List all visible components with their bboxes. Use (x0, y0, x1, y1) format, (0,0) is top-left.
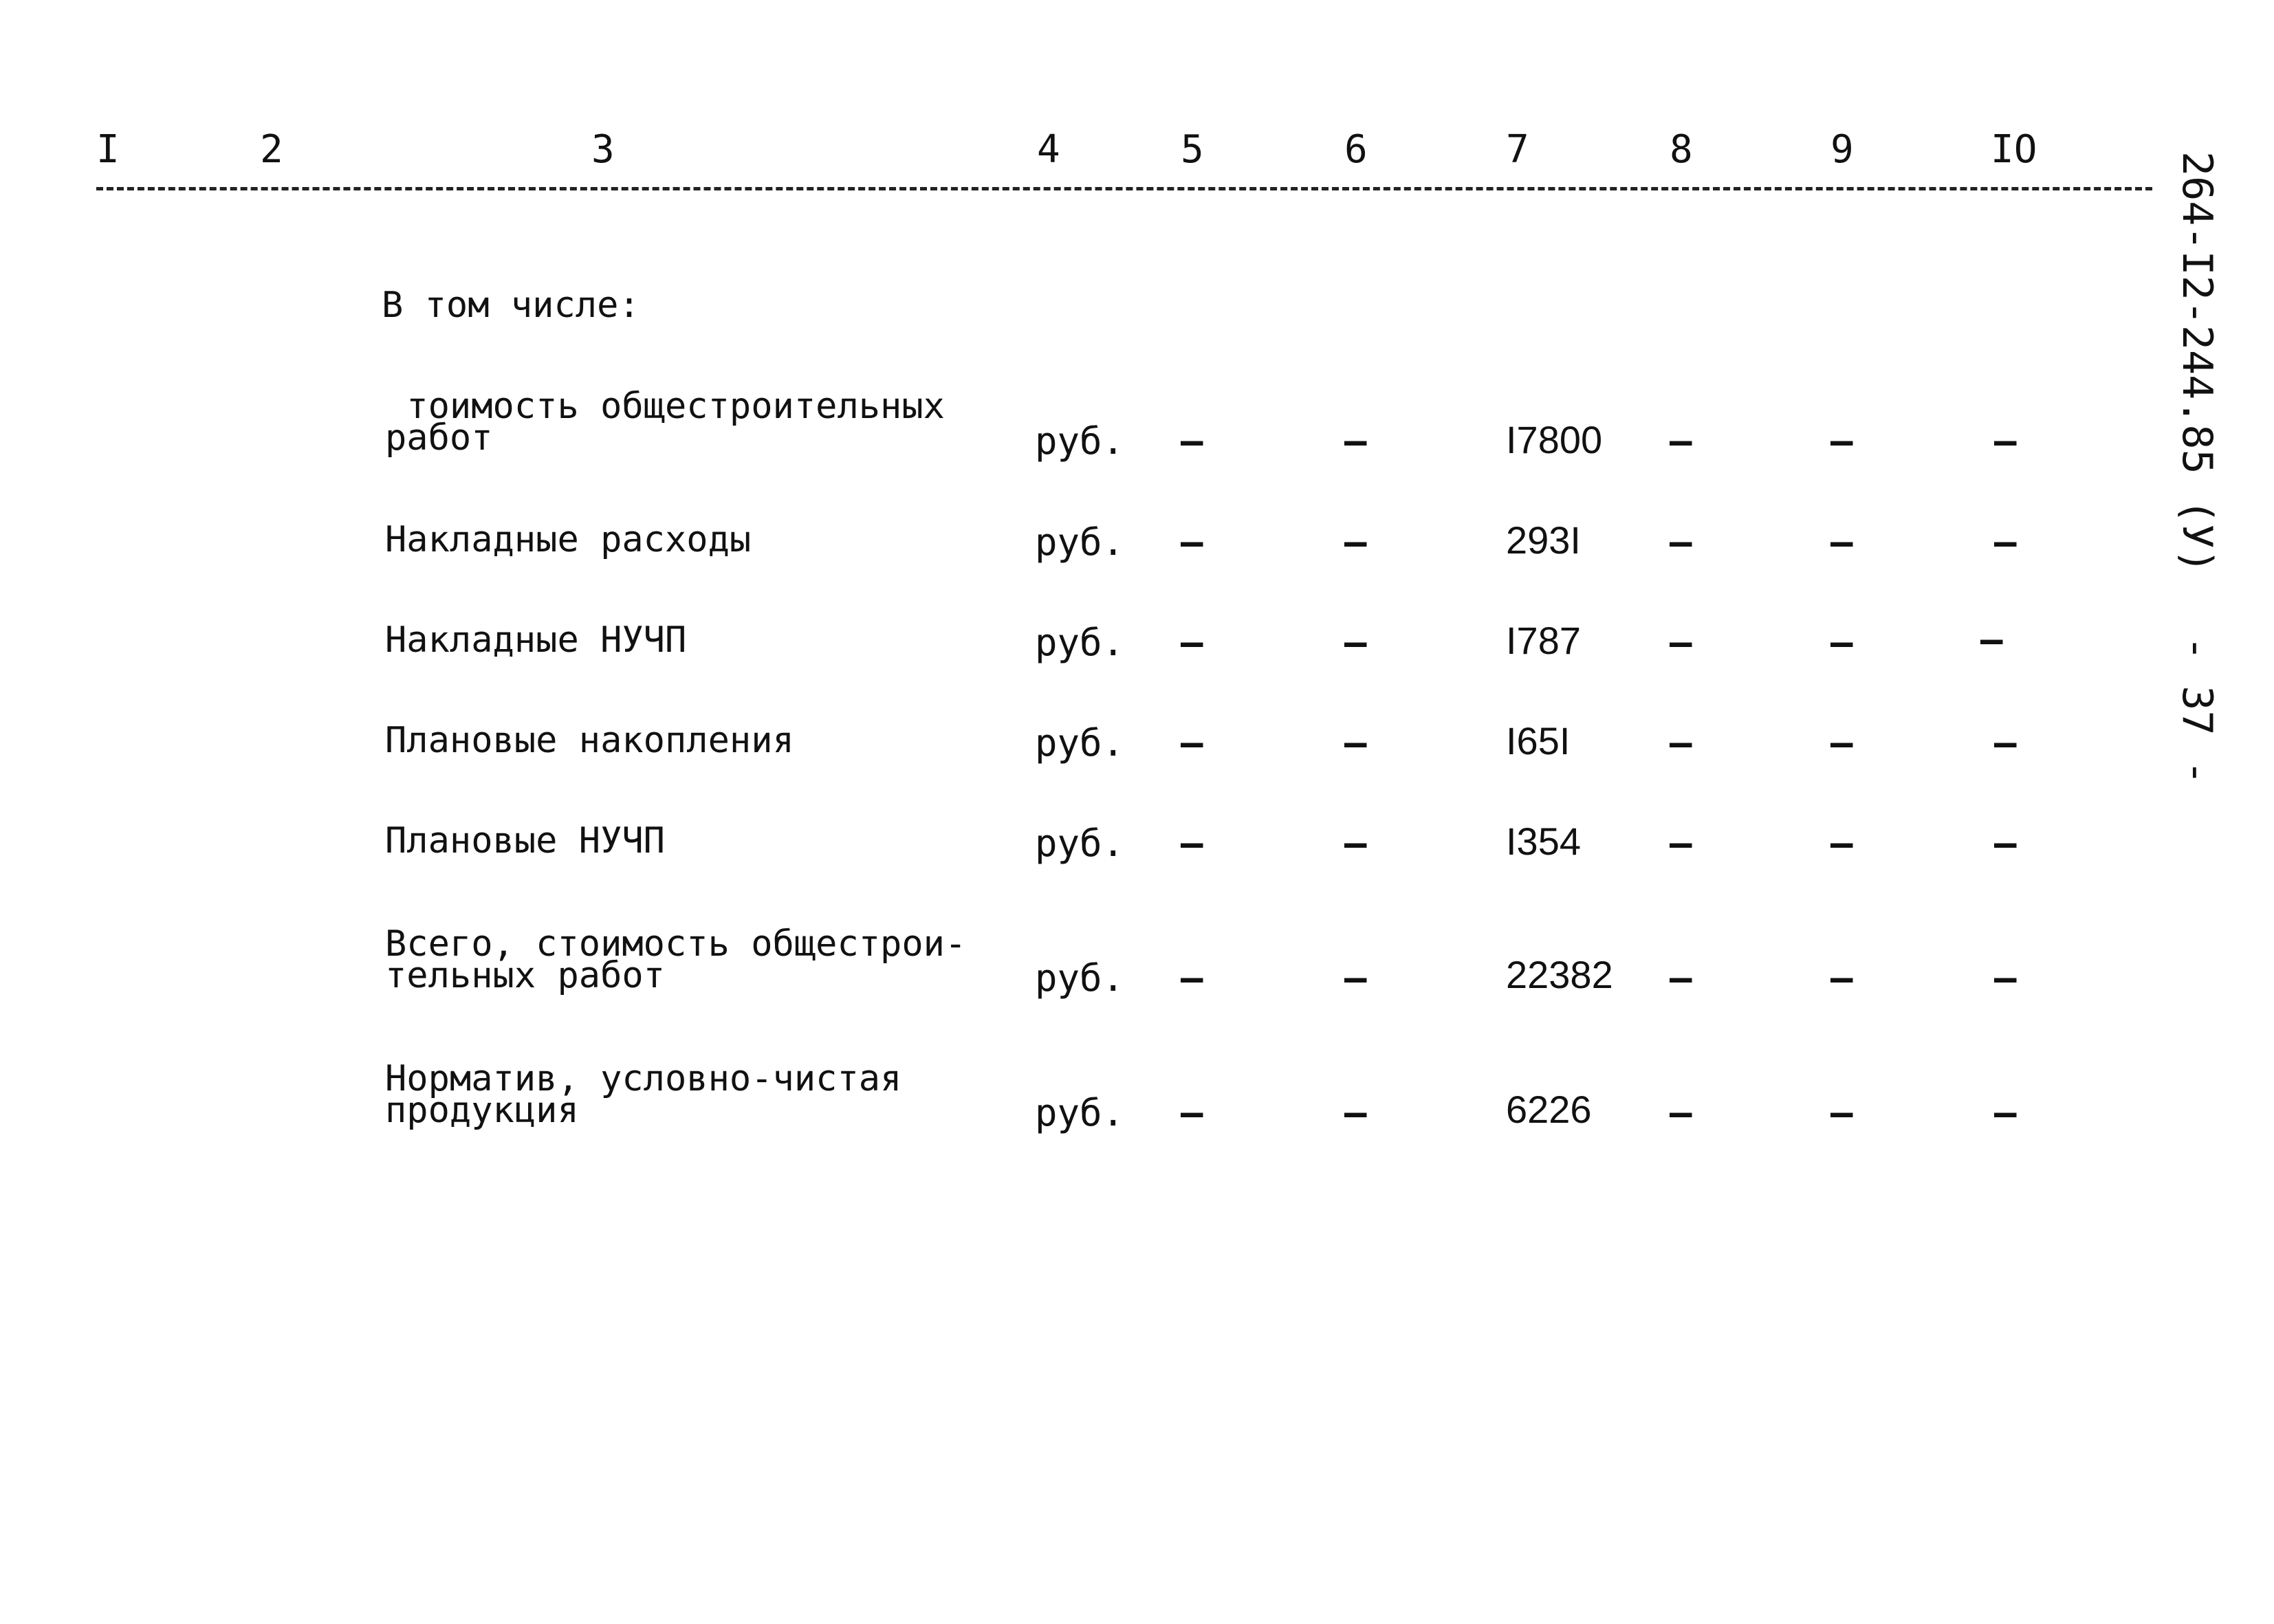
col5-cell: – (1181, 721, 1203, 765)
col9-cell: – (1830, 520, 1853, 564)
col8-cell: – (1670, 621, 1692, 664)
row-label: Всего, стоимость общестрои- тельных работ (385, 923, 967, 996)
col6-cell: – (1344, 822, 1367, 865)
col9-cell: – (1830, 1091, 1853, 1134)
column-header-9: 9 (1830, 127, 1854, 172)
row-label: Накладные НУЧП (385, 619, 687, 661)
col6-cell: – (1344, 419, 1367, 463)
col10-cell: – (1980, 618, 2003, 661)
unit-cell: руб. (1035, 822, 1125, 865)
column-header-10: IO (1991, 127, 2037, 172)
col5-cell: – (1181, 956, 1203, 1000)
col5-cell: – (1181, 621, 1203, 664)
column-header-7: 7 (1506, 127, 1529, 172)
column-header-5: 5 (1181, 127, 1204, 172)
unit-cell: руб. (1035, 520, 1125, 564)
col5-cell: – (1181, 520, 1203, 564)
unit-cell: руб. (1035, 419, 1125, 463)
col5-cell: – (1181, 1091, 1203, 1134)
col8-cell: – (1670, 822, 1692, 865)
col7-value: 293I (1506, 518, 1581, 562)
col9-cell: – (1830, 621, 1853, 664)
col10-cell: – (1994, 956, 2017, 1000)
row-label: тоимость общестроительных работ (385, 386, 945, 459)
col6-cell: – (1344, 520, 1367, 564)
unit-cell: руб. (1035, 1091, 1125, 1134)
col7-value: I787 (1506, 619, 1581, 662)
col6-cell: – (1344, 1091, 1367, 1134)
document-code: 264-I2-244.85 (У) (2173, 151, 2221, 574)
unit-cell: руб. (1035, 621, 1125, 664)
col9-cell: – (1830, 721, 1853, 765)
page-number: - 37 - (2173, 636, 2221, 785)
col7-value: 6226 (1506, 1088, 1592, 1131)
col9-cell: – (1830, 822, 1853, 865)
unit-cell: руб. (1035, 956, 1125, 1000)
col10-cell: – (1994, 721, 2017, 765)
col6-cell: – (1344, 621, 1367, 664)
col8-cell: – (1670, 419, 1692, 463)
col10-cell: – (1994, 419, 2017, 463)
row-label: Норматив, условно-чистая продукция (385, 1058, 902, 1131)
unit-cell: руб. (1035, 721, 1125, 765)
col10-cell: – (1994, 1091, 2017, 1134)
column-header-8: 8 (1670, 127, 1693, 172)
col8-cell: – (1670, 721, 1692, 765)
col7-value: 22382 (1506, 953, 1613, 996)
col6-cell: – (1344, 721, 1367, 765)
section-subtitle: В том числе: (382, 285, 640, 326)
col8-cell: – (1670, 956, 1692, 1000)
column-header-6: 6 (1344, 127, 1368, 172)
col7-value: I7800 (1506, 418, 1603, 461)
col8-cell: – (1670, 1091, 1692, 1134)
row-label: Плановые накопления (385, 720, 794, 761)
column-header-3: 3 (591, 127, 615, 172)
col6-cell: – (1344, 956, 1367, 1000)
column-header-2: 2 (260, 127, 283, 172)
column-header-4: 4 (1037, 127, 1060, 172)
col7-value: I65I (1506, 719, 1571, 762)
header-divider (96, 187, 2152, 190)
row-label: Плановые НУЧП (385, 820, 665, 862)
col10-cell: – (1994, 822, 2017, 865)
col5-cell: – (1181, 419, 1203, 463)
col5-cell: – (1181, 822, 1203, 865)
col9-cell: – (1830, 419, 1853, 463)
row-label: Накладные расходы (385, 519, 752, 560)
col7-value: I354 (1506, 820, 1581, 863)
col8-cell: – (1670, 520, 1692, 564)
column-header-1: I (96, 127, 120, 172)
col9-cell: – (1830, 956, 1853, 1000)
col10-cell: – (1994, 520, 2017, 564)
